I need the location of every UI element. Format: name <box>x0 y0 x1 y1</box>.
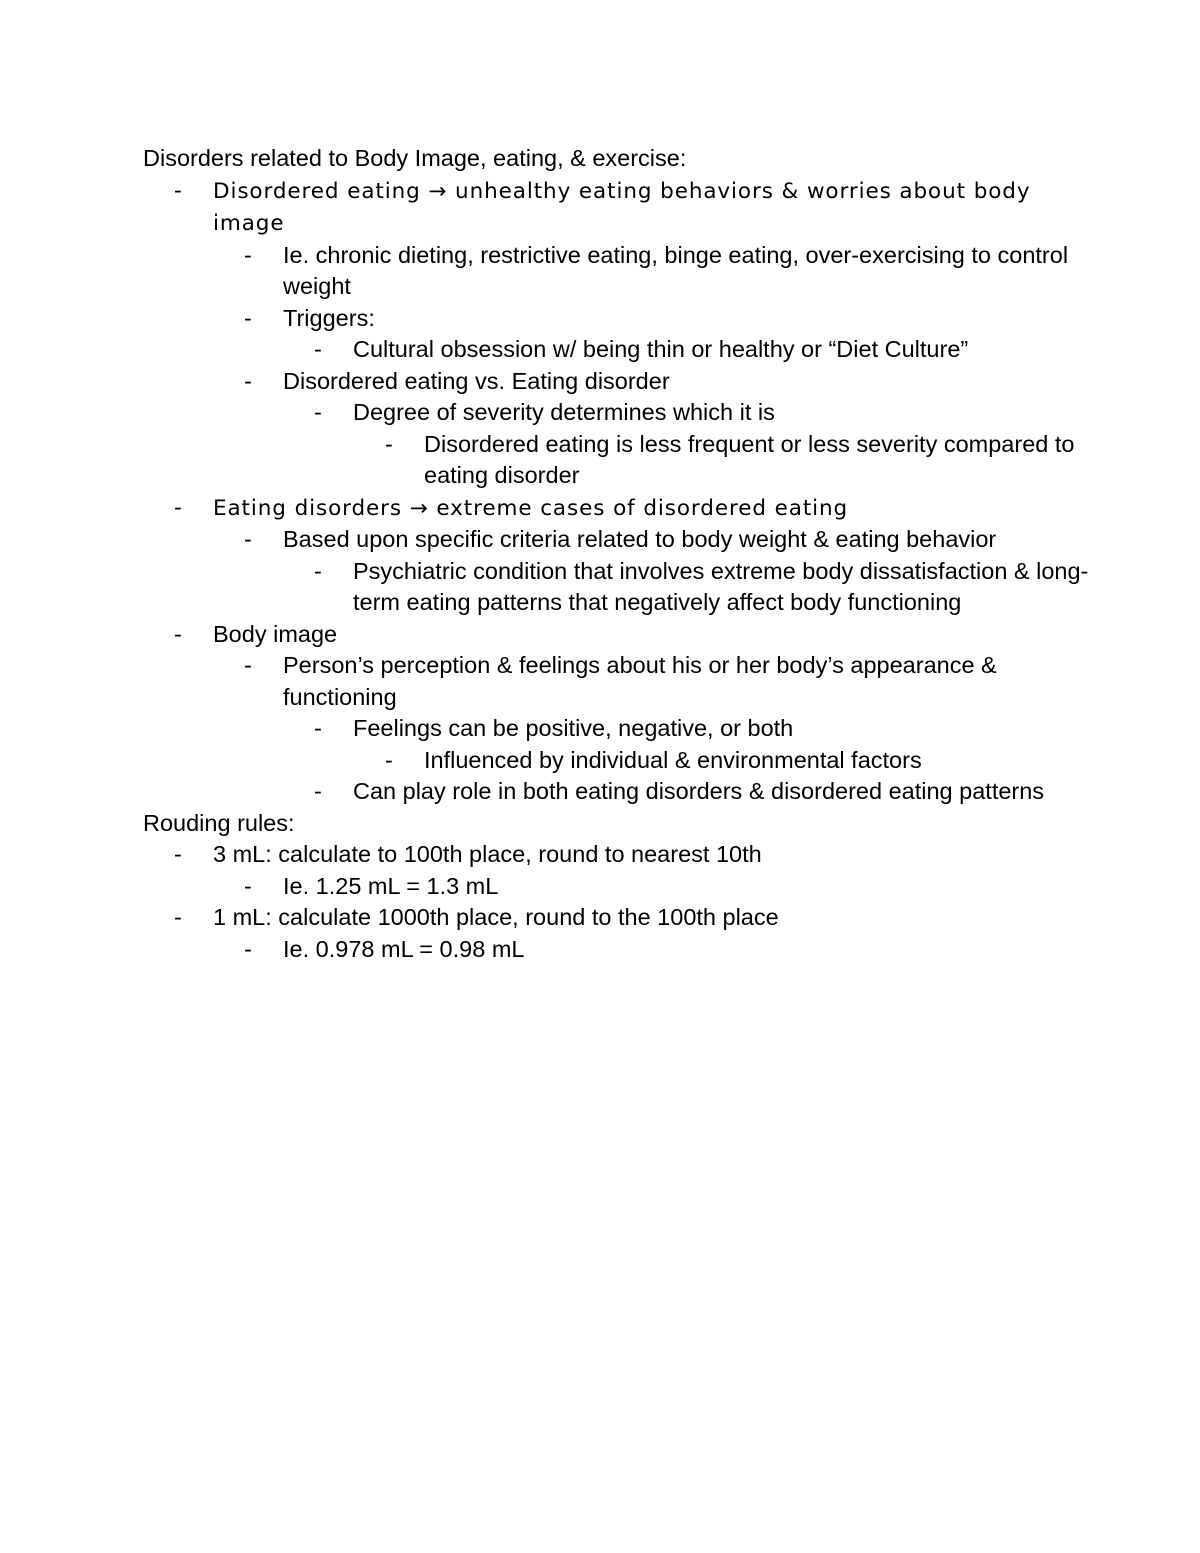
list-item-feelings <box>143 713 1103 745</box>
bullet-dash: - <box>174 841 182 867</box>
list-item-text: 1 mL: calculate 1000th place, round to the 100th place <box>213 904 779 930</box>
bullet-dash: - <box>244 241 252 268</box>
bullet-dash: - <box>385 746 393 773</box>
list-item-text: Eating disorders → extreme cases of disordered eating <box>213 495 849 521</box>
list-item-specific-criteria <box>143 524 1103 556</box>
list-item-less-frequent <box>143 429 1103 492</box>
list-item-text: Degree of severity determines which it is <box>353 399 775 425</box>
list-item-text: Feelings can be positive, negative, or both <box>353 715 794 741</box>
list-item-text: Can play role in both eating disorders & disordered eating patterns <box>353 778 1045 804</box>
list-item-play-role <box>143 776 1103 808</box>
list-item-influenced <box>143 745 1103 777</box>
list-item-eating-disorders <box>143 492 1103 525</box>
list-item-text: Based upon specific criteria related to body weight & eating behavior <box>283 526 997 552</box>
bullet-dash: - <box>174 620 182 647</box>
section-heading-rounding: Rouding rules: <box>143 809 295 836</box>
bullet-dash: - <box>385 430 393 457</box>
list-item-triggers <box>143 303 1103 335</box>
list-item-one-ml <box>143 902 1103 934</box>
bullet-dash: - <box>244 652 252 678</box>
list-item-text: Ie. chronic dieting, restrictive eating, binge eating, over-exercising to control weight <box>283 241 1069 299</box>
list-item-text: Ie. 1.25 mL = 1.3 mL <box>283 872 499 899</box>
list-item-degree-of-severity <box>143 397 1103 429</box>
bullet-dash: - <box>314 336 322 362</box>
list-item-text: 3 mL: calculate to 100th place, round to nearest 10th <box>213 841 762 867</box>
list-item-text: Ie. 0.978 mL = 0.98 mL <box>283 935 525 962</box>
bullet-dash: - <box>174 904 182 930</box>
list-item-text: Psychiatric condition that involves extreme body dissatisfaction & long-term eating patterns that negatively affect body functioning <box>353 557 1089 615</box>
bullet-dash: - <box>314 715 322 741</box>
bullet-dash: - <box>244 935 252 962</box>
list-item-text: Disordered eating → unhealthy eating behaviors & worries about body image <box>213 178 1031 236</box>
bullet-dash: - <box>174 493 182 520</box>
bullet-dash: - <box>244 304 252 331</box>
bullet-dash: - <box>244 872 252 899</box>
section-heading-disorders: Disorders related to Body Image, eating, & exercise: <box>143 145 687 171</box>
list-item-body-image <box>143 619 1103 651</box>
list-item-one-ml-example <box>143 934 1103 966</box>
list-item-disordered-eating <box>143 175 1103 240</box>
bullet-dash: - <box>314 399 322 425</box>
list-item-chronic-dieting <box>143 240 1103 303</box>
bullet-dash: - <box>314 778 322 804</box>
bullet-dash: - <box>314 557 322 584</box>
list-item-three-ml-example <box>143 871 1103 903</box>
list-item-text: Triggers: <box>283 304 375 331</box>
list-item-perception <box>143 650 1103 713</box>
list-item-text: Person’s perception & feelings about his or her body’s appearance & functioning <box>283 652 997 710</box>
list-item-psychiatric-condition <box>143 556 1103 619</box>
bullet-dash: - <box>174 176 182 203</box>
list-item-text: Disordered eating is less frequent or less severity compared to eating disorder <box>424 430 1075 488</box>
bullet-dash: - <box>244 367 252 394</box>
list-item-three-ml <box>143 839 1103 871</box>
bullet-dash: - <box>244 526 252 552</box>
list-item-text: Body image <box>213 620 338 647</box>
notes-body <box>143 143 1103 965</box>
list-item-disordered-vs-disorder <box>143 366 1103 398</box>
list-item-text: Disordered eating vs. Eating disorder <box>283 367 670 394</box>
list-item-text: Influenced by individual & environmental factors <box>424 746 922 773</box>
list-item-cultural-obsession <box>143 334 1103 366</box>
list-item-text: Cultural obsession w/ being thin or healthy or “Diet Culture” <box>353 336 969 362</box>
